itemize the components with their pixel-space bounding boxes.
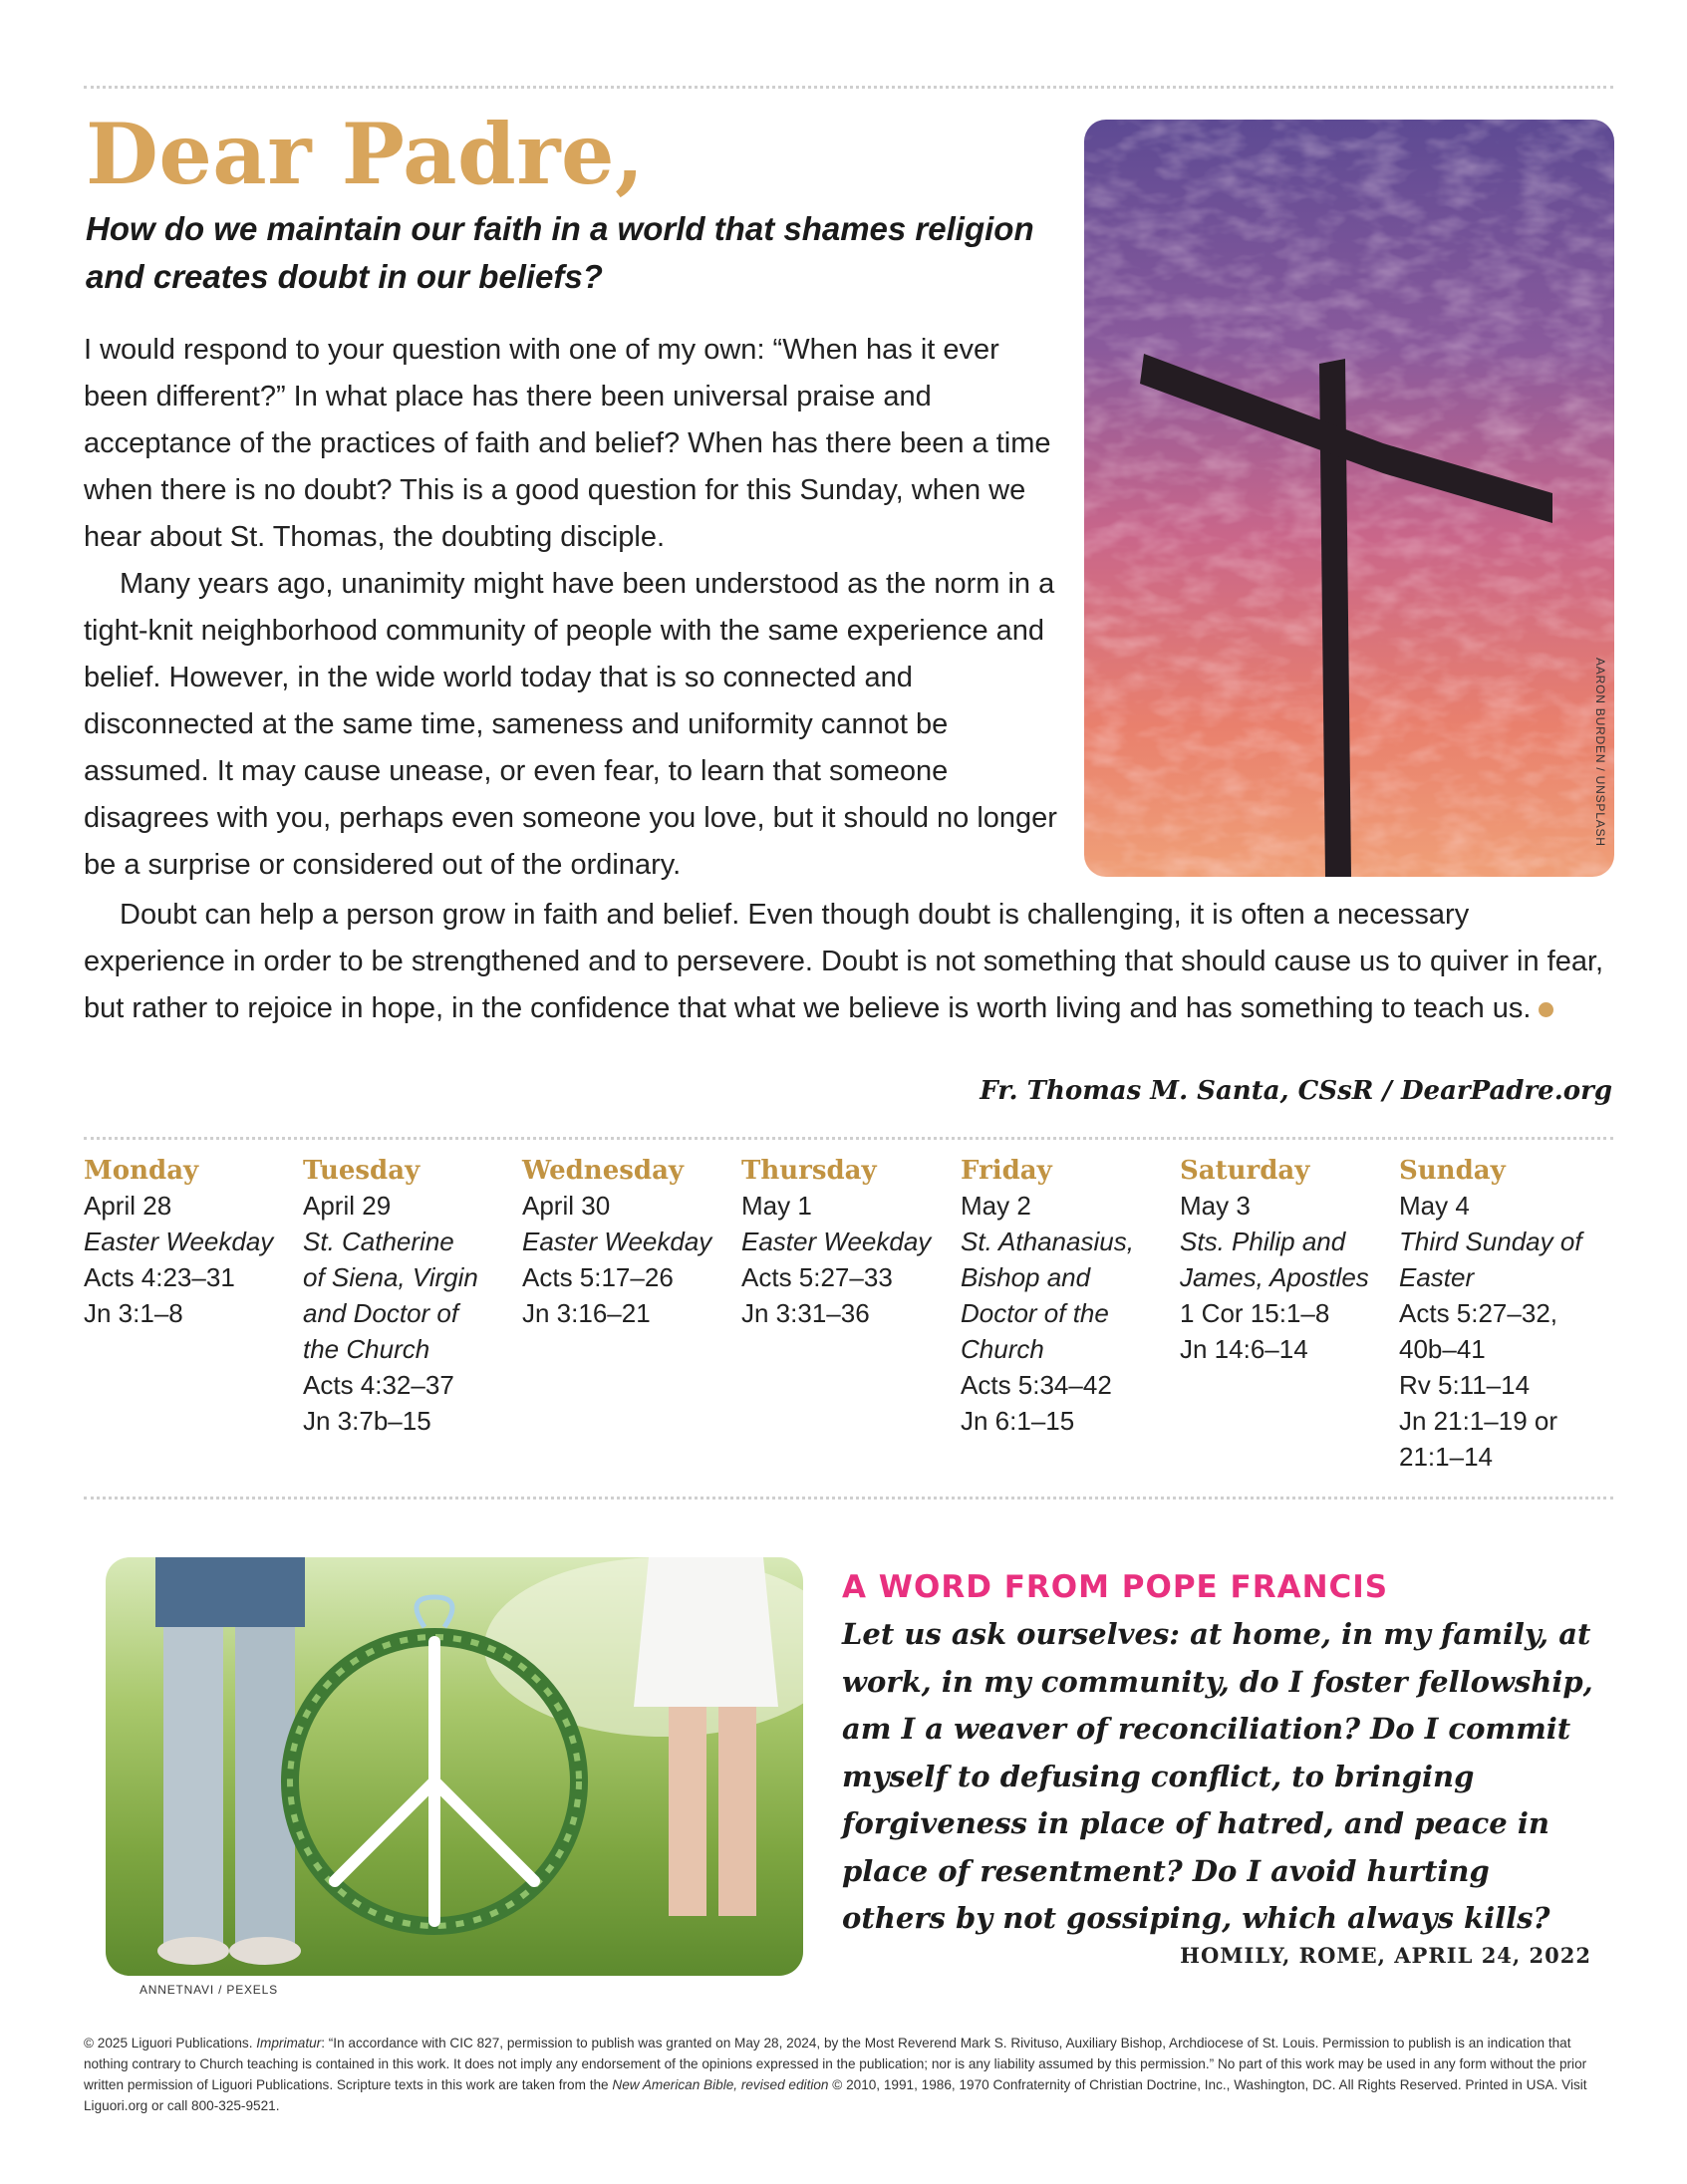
answer-paragraph-2: Many years ago, unanimity might have been understood as the norm in a tight-knit neighborhood community of people with the same experience and belief. However, in the wide world today that is so connected and disconnected at the same time, sameness and uniformity cannot be assumed. It may cause unease, or even fear, to learn that someone disagrees with you, perhaps even someone you love, but it should no longer be a surprise or considered out of the ordinary. (84, 568, 1057, 881)
top-divider (84, 86, 1613, 89)
calendar-day-tuesday (303, 1156, 522, 1475)
footer-rights-text: © 2010, 1991, 1986, 1970 Confraternity of Christian Doctrine, Inc., Washington, DC. All Rights Reserved. Printed in USA. Visit Liguori.org or call 800-325-9521. (84, 2077, 1587, 2113)
pope-section-heading: A WORD FROM POPE FRANCIS (842, 1569, 1389, 1605)
page-title: Dear Padre, (86, 105, 645, 203)
cross-sunset-photo (1084, 120, 1614, 877)
day-reading: 21:1–14 (1399, 1442, 1493, 1472)
day-reading: Jn 6:1–15 (961, 1406, 1075, 1436)
day-name: Saturday (1180, 1156, 1310, 1186)
end-mark-icon (1539, 1002, 1553, 1017)
day-reading: Jn 3:31–36 (741, 1298, 870, 1328)
day-feast: Bishop and (961, 1262, 1091, 1292)
footer-imprimatur-label: Imprimatur (256, 2036, 322, 2050)
person-left-shirt (155, 1557, 305, 1627)
reader-question: How do we maintain our faith in a world that shames religion and creates doubt in our beliefs? (86, 210, 1034, 295)
day-date: May 4 (1399, 1191, 1470, 1221)
day-feast: Doctor of the (961, 1298, 1109, 1328)
day-reading: Jn 3:16–21 (522, 1298, 651, 1328)
footer-bible-title: New American Bible, revised edition (612, 2077, 829, 2092)
day-name: Friday (961, 1156, 1052, 1186)
day-date: May 1 (741, 1191, 812, 1221)
calendar-day-friday (961, 1156, 1180, 1475)
day-date: April 29 (303, 1191, 392, 1221)
day-reading: Acts 5:17–26 (522, 1262, 674, 1292)
day-reading: Jn 21:1–19 or (1399, 1406, 1558, 1436)
day-reading: 40b–41 (1399, 1334, 1486, 1364)
pope-quote-source: HOMILY, ROME, APRIL 24, 2022 (1180, 1943, 1591, 1968)
weekly-readings-calendar (84, 1156, 1618, 1475)
pope-quote: Let us ask ourselves: at home, in my family, at work, in my community, do I foster fellowship, am I a weaver of reconciliation? Do I commit myself to defusing conflict, to bringing forgiveness in place of hatred, and peace in place of resentment? Do I avoid hurting others by not gossiping, which always kills? (842, 1617, 1593, 1935)
day-feast: Easter Weekday (741, 1227, 932, 1256)
copyright-footer (84, 2033, 1618, 2116)
author-signature: Fr. Thomas M. Santa, CSsR / DearPadre.org (980, 1076, 1612, 1106)
day-name: Wednesday (522, 1156, 685, 1186)
cross-photo-credit: AARON BURDEN / UNSPLASH (1593, 658, 1607, 847)
answer-text (84, 327, 1070, 889)
day-date: May 3 (1180, 1191, 1251, 1221)
day-feast: St. Catherine (303, 1227, 454, 1256)
calendar-day-monday (84, 1156, 303, 1475)
day-reading: Acts 5:34–42 (961, 1370, 1112, 1400)
day-feast: the Church (303, 1334, 430, 1364)
person-left-leg (163, 1627, 223, 1946)
day-reading: Rv 5:11–14 (1399, 1370, 1531, 1400)
day-feast: St. Athanasius, (961, 1227, 1134, 1256)
day-reading: Jn 3:1–8 (84, 1298, 183, 1328)
day-date: April 28 (84, 1191, 172, 1221)
day-feast: Easter Weekday (84, 1227, 274, 1256)
calendar-day-saturday (1180, 1156, 1399, 1475)
cross-sunset-illustration (1084, 120, 1614, 877)
day-name: Monday (84, 1156, 199, 1186)
calendar-day-thursday (741, 1156, 961, 1475)
day-reading: Acts 4:32–37 (303, 1370, 454, 1400)
peace-wreath-photo (106, 1557, 803, 1976)
day-feast: Easter Weekday (522, 1227, 712, 1256)
day-reading: Acts 5:27–33 (741, 1262, 893, 1292)
footer-copyright: © 2025 Liguori Publications. (84, 2036, 257, 2050)
day-feast: James, Apostles (1180, 1262, 1369, 1292)
calendar-top-divider (84, 1137, 1613, 1140)
peace-wreath-illustration (106, 1557, 803, 1976)
peace-photo-credit: ANNETNAVI / PEXELS (140, 1983, 278, 1997)
day-reading: Jn 3:7b–15 (303, 1406, 431, 1436)
day-feast: Church (961, 1334, 1044, 1364)
calendar-day-wednesday (522, 1156, 741, 1475)
day-reading: Jn 14:6–14 (1180, 1334, 1308, 1364)
day-name: Thursday (741, 1156, 877, 1186)
answer-paragraph-3-text: Doubt can help a person grow in faith and belief. Even though doubt is challenging, it is often a necessary experience in order to be strengthened and to persevere. Doubt is not something that should cause us to quiver in fear, but rather to rejoice in hope, in the confidence that what we believe is worth living and has something to teach us. (84, 899, 1604, 1024)
day-date: April 30 (522, 1191, 611, 1221)
day-name: Sunday (1399, 1156, 1506, 1186)
answer-paragraph-1: I would respond to your question with one of my own: “When has it ever been different?” In what place has there been universal praise and acceptance of the practices of faith and belief? When has there been a time when there is no doubt? This is a good question for this Sunday, when we hear about St. Thomas, the doubting disciple. (84, 334, 1051, 553)
footer-permission-text: : “In accordance with CIC 827, permission to publish was granted on May 28, 2024, by the Most Reverend Mark S. Rivituso, Auxiliary Bishop, Archdiocese of St. Louis. Permission to publish is an indication that nothing contrary to Church teaching is contained in this work. It does not imply any endorsement of the opinions expressed in the publication; nor is any liability assumed by this permission.” No part of this work may be used in any form without the prior written permission of Liguori Publications. Scripture texts in this work are taken from the (84, 2036, 1587, 2092)
day-feast: Sts. Philip and (1180, 1227, 1346, 1256)
day-feast: of Siena, Virgin (303, 1262, 478, 1292)
day-feast: Third Sunday of (1399, 1227, 1582, 1256)
day-feast: Easter (1399, 1262, 1475, 1292)
day-reading: 1 Cor 15:1–8 (1180, 1298, 1330, 1328)
day-reading: Acts 4:23–31 (84, 1262, 235, 1292)
day-date: May 2 (961, 1191, 1031, 1221)
answer-paragraph-3 (84, 892, 1618, 1032)
calendar-day-sunday (1399, 1156, 1618, 1475)
calendar-bottom-divider (84, 1497, 1613, 1500)
day-reading: Acts 5:27–32, (1399, 1298, 1557, 1328)
day-feast: and Doctor of (303, 1298, 459, 1328)
person-right-dress (634, 1557, 778, 1707)
day-name: Tuesday (303, 1156, 421, 1186)
